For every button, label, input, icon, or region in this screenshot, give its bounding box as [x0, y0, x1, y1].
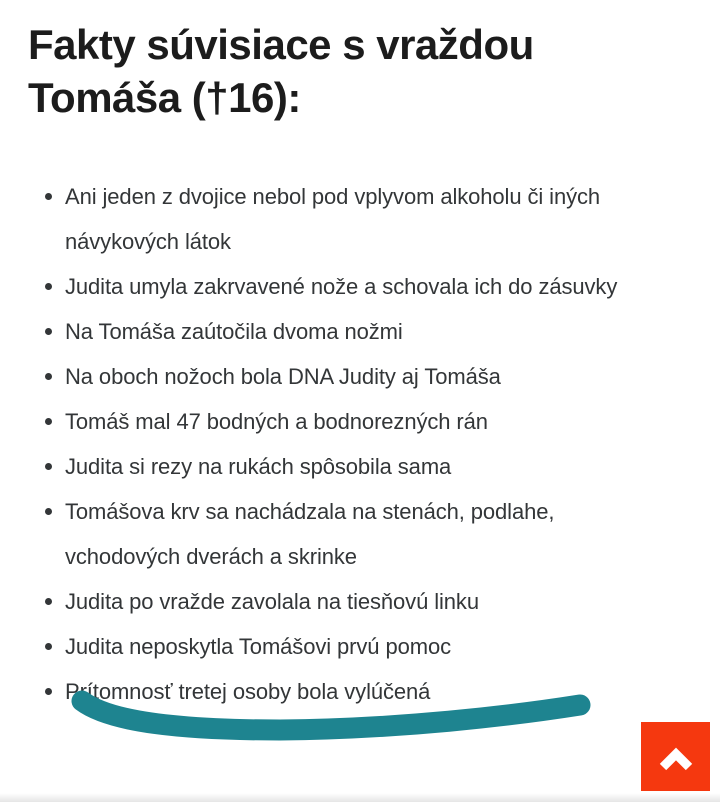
fact-item: Ani jeden z dvojice nebol pod vplyvom alkoholu či iných návykových látok — [65, 174, 655, 264]
article-heading: Fakty súvisiace s vraždou Tomáša (†16): — [28, 21, 534, 121]
fact-item: Tomášova krv sa nachádzala na stenách, podlahe, vchodových dverách a skrinke — [65, 489, 655, 579]
fact-item: Judita po vražde zavolala na tiesňovú linku — [65, 579, 655, 624]
fact-item: Na Tomáša zaútočila dvoma nožmi — [65, 309, 655, 354]
chevron-up-icon — [659, 747, 693, 771]
section-divider — [0, 793, 720, 802]
fact-item: Prítomnosť tretej osoby bola vylúčená — [65, 669, 655, 714]
fact-item: Judita neposkytla Tomášovi prvú pomoc — [65, 624, 655, 669]
scroll-to-top-button[interactable] — [641, 722, 710, 791]
fact-item: Judita si rezy na rukách spôsobila sama — [65, 444, 655, 489]
fact-item: Judita umyla zakrvavené nože a schovala ich do zásuvky — [65, 264, 655, 309]
facts-list — [0, 174, 720, 714]
fact-item: Na oboch nožoch bola DNA Judity aj Tomáša — [65, 354, 655, 399]
fact-item: Tomáš mal 47 bodných a bodnorezných rán — [65, 399, 655, 444]
